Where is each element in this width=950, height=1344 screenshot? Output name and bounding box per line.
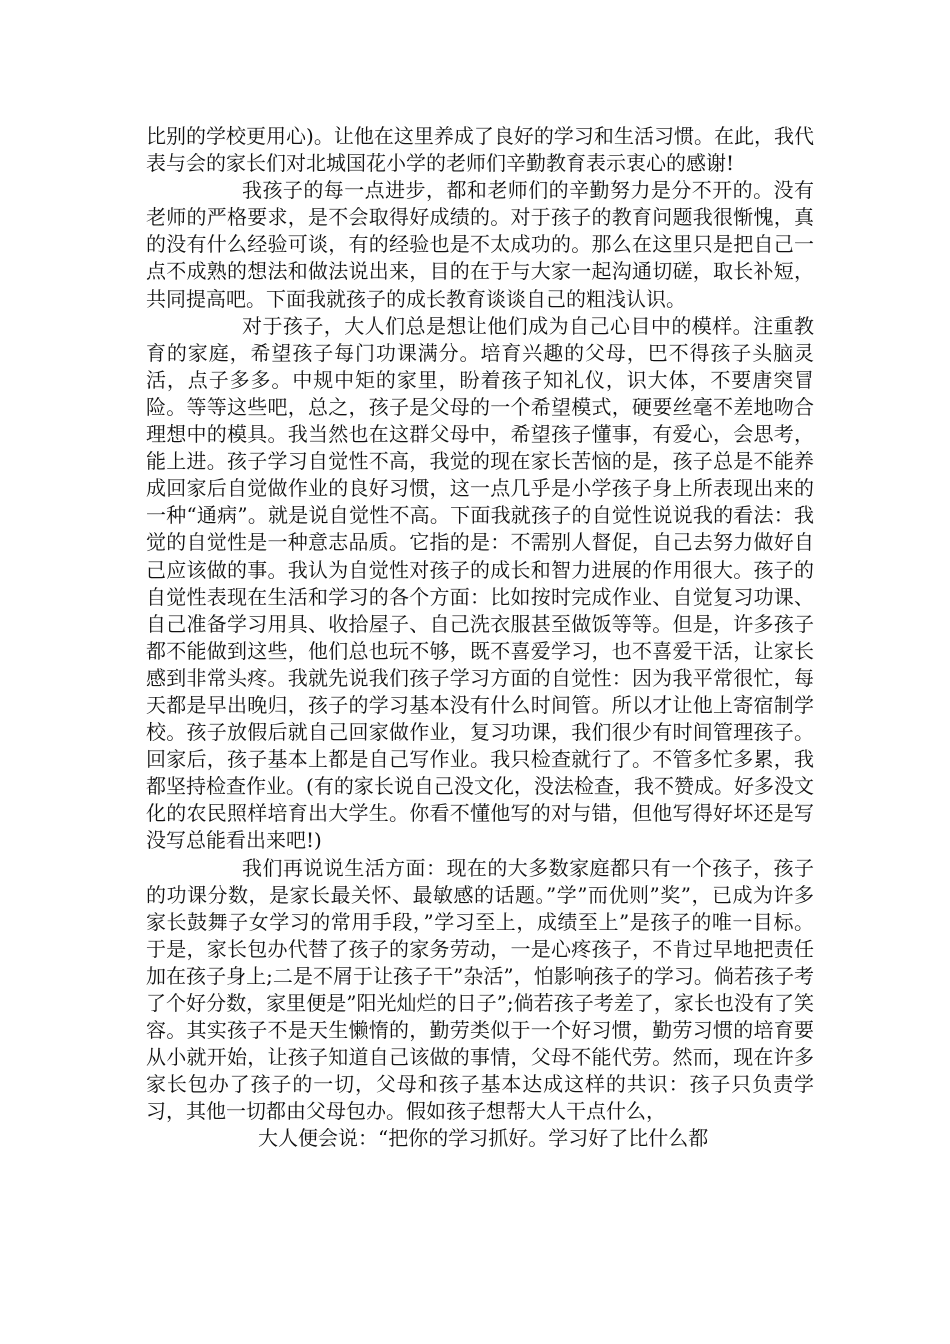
paragraph-4: 我们再说说生活方面：现在的大多数家庭都只有一个孩子，孩子的功课分数，是家长最关怀、最敏感的话题。”学”而优则”奖”，已成为许多家长鼓舞子女学习的常用手段，”学习至上，成绩至上”是孩子的唯一目标。于是，家长包办代替了孩子的家务劳动，一是心疼孩子，不肯过早地把责任加在孩子身上;二是不屑于让孩子干”杂活”，怕影响孩子的学习。倘若孩子考了个好分数，家里便是”阳光灿烂的日子”;倘若孩子考差了，家长也没有了笑容。其实孩子不是天生懒惰的，勤劳类似于一个好习惯，勤劳习惯的培育要从小就开始，让孩子知道自己该做的事情，父母不能代劳。然而，现在许多家长包办了孩子的一切，父母和孩子基本达成这样的共识：孩子只负责学习，其他一切都由父母包办。假如孩子想帮大人干点什么， (146, 855, 814, 1124)
document-body (146, 123, 814, 1153)
paragraph-1: 比别的学校更用心)。让他在这里养成了良好的学习和生活习惯。在此，我代表与会的家长们对北城国花小学的老师们辛勤教育表示衷心的感谢! (146, 124, 814, 176)
paragraph-3: 对于孩子，大人们总是想让他们成为自己心目中的模样。注重教育的家庭，希望孩子每门功课满分。培育兴趣的父母，巴不得孩子头脑灵活，点子多多。中规中矩的家里，盼着孩子知礼仪，识大体，不要唐突冒险。等等这些吧，总之，孩子是父母的一个希望模式，硬要丝毫不差地吻合理想中的模具。我当然也在这群父母中，希望孩子懂事，有爱心，会思考，能上进。孩子学习自觉性不高，我觉的现在家长苦恼的是，孩子总是不能养成回家后自觉做作业的良好习惯，这一点几乎是小学孩子身上所表现出来的一种“通病”。就是说自觉性不高。下面我就孩子的自觉性说说我的看法：我觉的自觉性是一种意志品质。它指的是：不需别人督促，自己去努力做好自己应该做的事。我认为自觉性对孩子的成长和智力进展的作用很大。孩子的自觉性表现在生活和学习的各个方面：比如按时完成作业、自觉复习功课、自己准备学习用具、收拾屋子、自己洗衣服甚至做饭等等。但是，许多孩子都不能做到这些，他们总也玩不够，既不喜爱学习，也不喜爱干活，让家长感到非常头疼。我就先说我们孩子学习方面的自觉性：因为我平常很忙，每天都是早出晚归，孩子的学习基本没有什么时间管。所以才让他上寄宿制学校。孩子放假后就自己回家做作业，复习功课，我们很少有时间管理孩子。回家后，孩子基本上都是自己写作业。我只检查就行了。不管多忙多累，我都坚持检查作业。(有的家长说自己没文化，没法检查，我不赞成。好多没文化的农民照样培育出大学生。你看不懂他写的对与错，但他写得好坏还是写没写总能看出来吧!) (146, 313, 814, 853)
paragraph-5: 大人便会说：“把你的学习抓好。学习好了比什么都 (258, 1126, 709, 1151)
paragraph-2: 我孩子的每一点进步，都和老师们的辛勤努力是分不开的。没有老师的严格要求，是不会取得好成绩的。对于孩子的教育问题我很惭愧，真的没有什么经验可谈，有的经验也是不太成功的。那么在这里只是把自己一点不成熟的想法和做法说出来，目的在于与大家一起沟通切磋，取长补短，共同提高吧。下面我就孩子的成长教育谈谈自己的粗浅认识。 (146, 178, 814, 311)
